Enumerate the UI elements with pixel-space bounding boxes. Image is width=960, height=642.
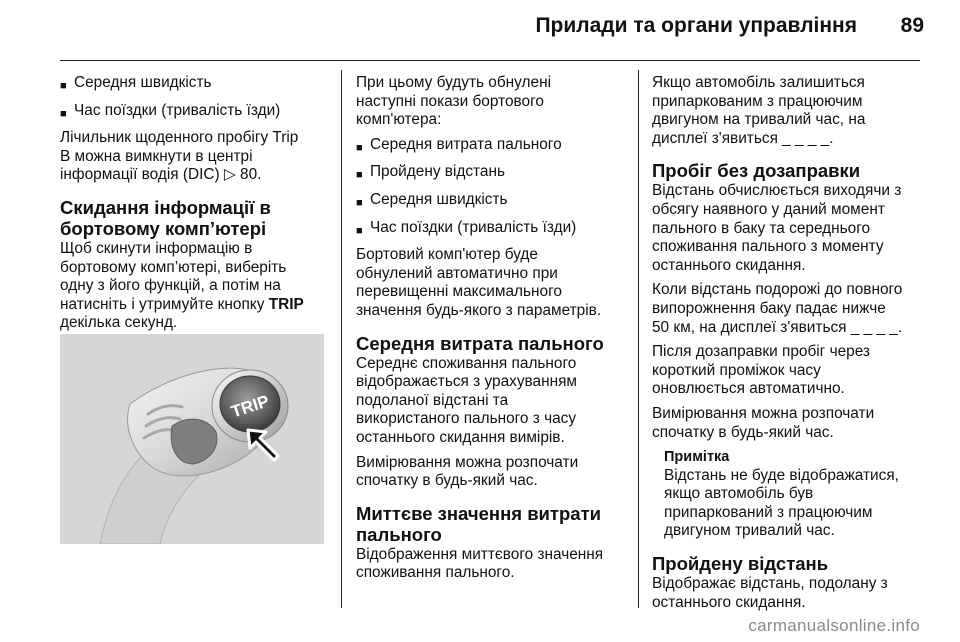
- bullet-square-icon: ■: [356, 169, 363, 182]
- bullet-square-icon: ■: [356, 196, 363, 209]
- paragraph: [60, 240, 335, 333]
- paragraph: Вимірювання можна розпочати спочатку в будь-який час.: [652, 404, 875, 441]
- note-block: [664, 448, 928, 541]
- trip-button-illustration: [60, 334, 324, 544]
- paragraph: Відображення миттєвого значення споживання пального.: [356, 545, 604, 582]
- list-item: [60, 74, 335, 96]
- column-1: [60, 74, 335, 339]
- note-title: Примітка: [664, 449, 730, 466]
- bullet-square-icon: ■: [356, 224, 363, 237]
- bullet-square-icon: ■: [60, 80, 67, 92]
- note-text: Відстань не буде відображатися, якщо автомобіль був припаркований з працюючим двигуном тривалий час.: [664, 466, 899, 540]
- column-divider: [341, 70, 342, 608]
- bullet-square-icon: ■: [60, 107, 67, 120]
- column-divider: [638, 70, 639, 608]
- paragraph: Відображає відстань, подолану з останнього скидання.: [652, 575, 888, 611]
- paragraph: Бортовий комп'ютер буде обнулений автоматично при перевищенні максимального значення будь-якого з параметрів.: [356, 246, 602, 319]
- paragraph: Вимірювання можна розпочати спочатку в будь-який час.: [356, 453, 579, 490]
- list-item-text: Час поїздки (тривалість їзди): [370, 218, 577, 236]
- paragraph-text: декілька секунд.: [60, 314, 178, 332]
- list-item-text: Середня витрата пального: [370, 135, 562, 153]
- section-heading: Пройдену відстань: [652, 553, 829, 575]
- list-item-text: Середня швидкість: [370, 190, 508, 208]
- section-heading: Миттєве значення витрати пального: [356, 502, 602, 545]
- column-2: [356, 74, 630, 589]
- trip-button-label: TRIP: [268, 295, 304, 313]
- paragraph-text: Лічильник щоденного пробігу Trip B можна вимкнути в центрі інформації водія (DIC): [60, 129, 299, 184]
- list-item: [356, 219, 630, 241]
- triangle-ref-icon: ▷: [223, 166, 236, 184]
- section-heading: Скидання інформації в бортовому комп’ютері: [60, 196, 271, 239]
- paragraph-text: Щоб скинути інформацію в бортовому комп’ютері, виберіть одну з його функцій, а потім на натисніть і утримуйте кнопку: [60, 239, 287, 313]
- header-divider: [60, 60, 920, 61]
- stalk-illustration-svg: [60, 334, 324, 544]
- paragraph: Якщо автомобіль залишиться припаркованим з працюючим двигуном на тривалий час, на дисплеї з'явиться _ _ _ _.: [652, 74, 866, 147]
- list-item-text: Пройдену відстань: [370, 163, 506, 181]
- paragraph: Коли відстань подорожі до повного випорожнення баку падає нижче 50 км, на дисплеї з'явиться _ _ _ _.: [652, 281, 903, 336]
- list-item: [356, 191, 630, 213]
- page-number: 89: [900, 14, 924, 37]
- page-header-title: Прилади та органи управління: [535, 14, 857, 37]
- list-item: [60, 102, 335, 124]
- page-reference: 80.: [240, 166, 262, 184]
- trip-button-text: TRIP: [228, 391, 272, 422]
- paragraph: При цьому будуть обнулені наступні покази бортового комп'ютера:: [356, 74, 551, 129]
- bullet-square-icon: ■: [356, 141, 363, 154]
- list-item-text: Час поїздки (тривалість їзди): [74, 101, 281, 119]
- section-heading: Пробіг без дозаправки: [652, 160, 861, 182]
- list-item: [356, 136, 630, 158]
- list-item-text: Середня швидкість: [74, 74, 212, 91]
- list-item: [356, 163, 630, 185]
- watermark: carmanualsonline.info: [748, 616, 920, 635]
- column-3: [652, 74, 928, 618]
- paragraph: [60, 129, 335, 185]
- paragraph: Після дозаправки пробіг через короткий проміжок часу оновлюється автоматично.: [652, 343, 870, 398]
- paragraph: Відстань обчислюється виходячи з обсягу наявного у даний момент пального в баку та середнього споживання пального з моменту останнього скидання.: [652, 182, 902, 274]
- paragraph: Середнє споживання пального відображається з урахуванням подоланої відстані та використаного пального з часу останнього скидання вимірів.: [356, 354, 577, 446]
- section-heading: Середня витрата пального: [356, 332, 604, 354]
